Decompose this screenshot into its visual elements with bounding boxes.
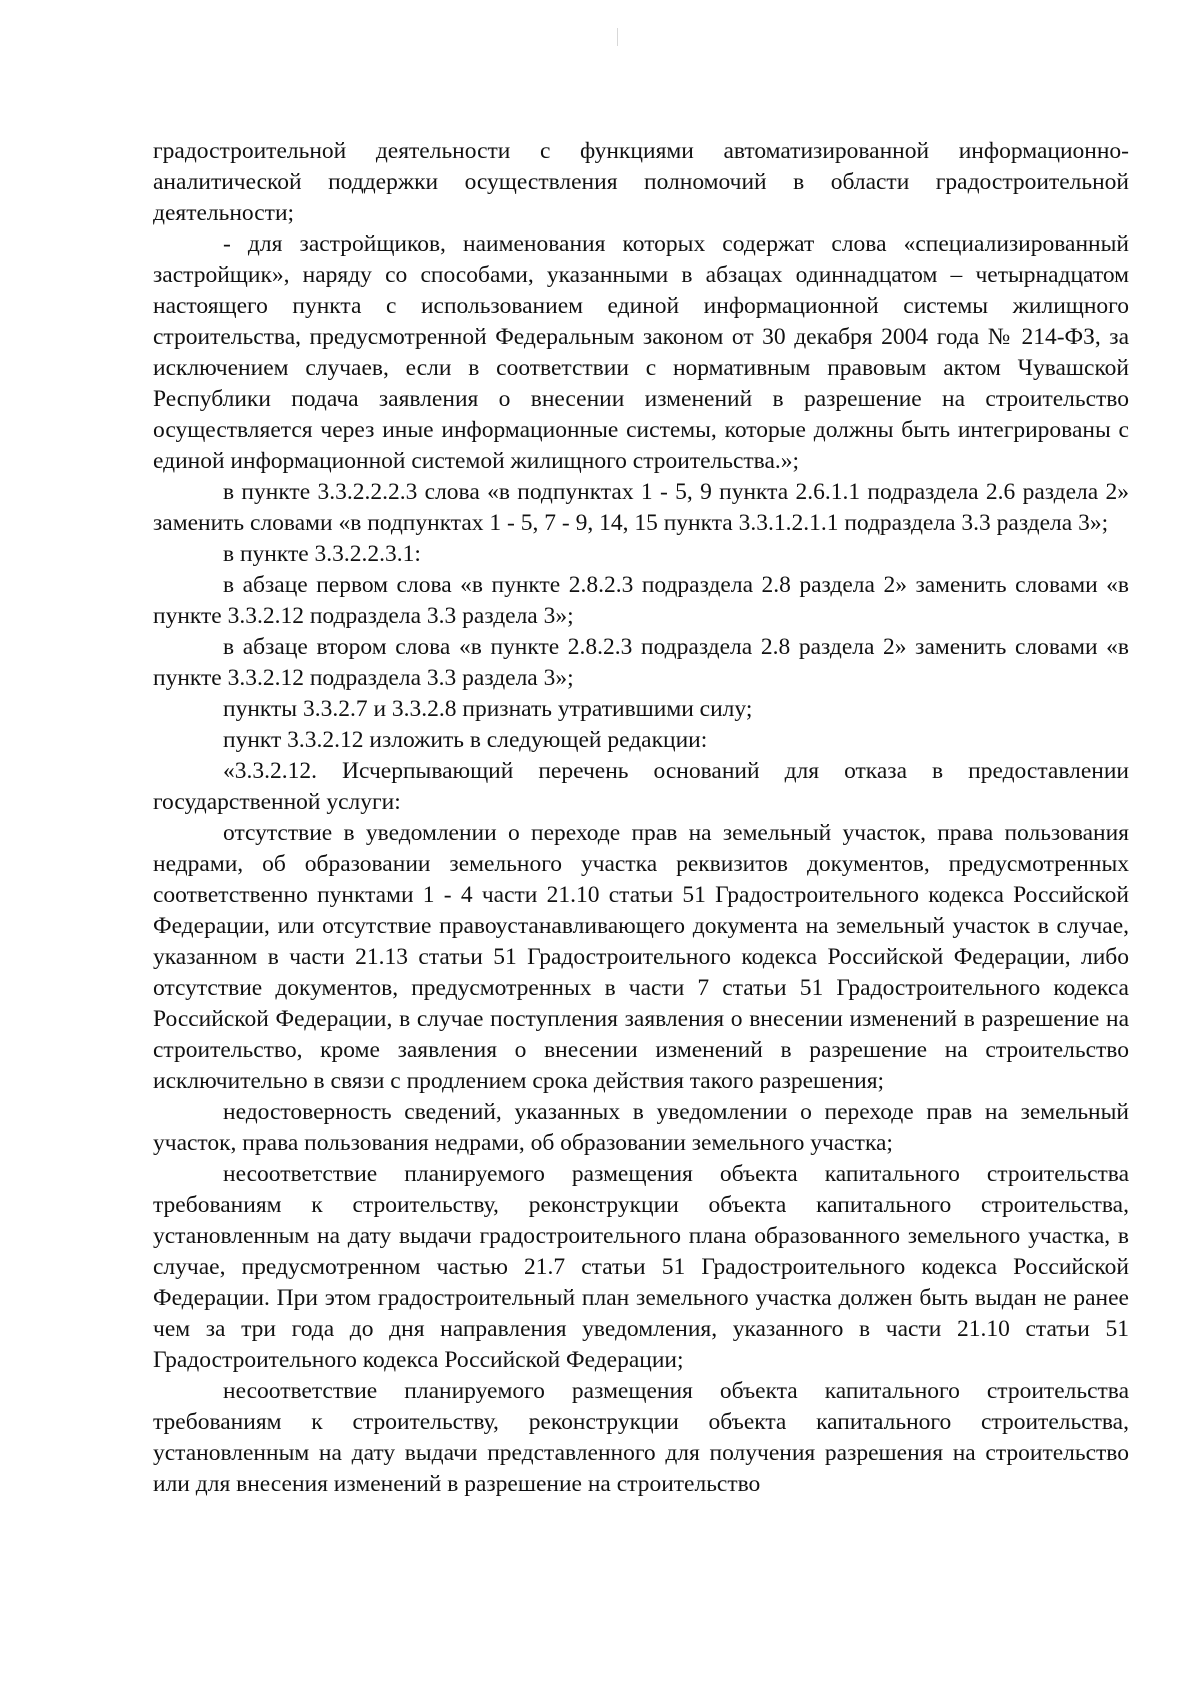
paragraph-continuation: градостроительной деятельности с функциями автоматизированной информационно-аналитической поддержки осуществления полномочий в области градостроительной деятельности; — [153, 138, 1129, 226]
paragraph-item-3-3-2-2-3-1: в пункте 3.3.2.2.3.1: — [223, 541, 421, 567]
paragraph-refusal-ground-1: отсутствие в уведомлении о переходе прав на земельный участок, права пользования недрами, об образовании земельного участка реквизитов документов, предусмотренных соответственно пунктами 1 - 4 части 21.10 статьи 51 Градостроительного кодекса Российской Федерации, или отсутствие правоустанавливающего документа на земельный участок в случае, указанном в части 21.13 статьи 51 Градостроительного кодекса Российской Федерации, либо отсутствие документов, предусмотренных в части 7 статьи 51 Градостроительного кодекса Российской Федерации, в случае поступления заявления о внесении изменений в разрешение на строительство, кроме заявления о внесении изменений в разрешение на строительство исключительно в связи с продлением срока действия такого разрешения; — [153, 820, 1129, 1094]
paragraph-specialized-developer: - для застройщиков, наименования которых содержат слова «специализированный застройщик», наряду со способами, указанными в абзацах одиннадцатом – четырнадцатом настоящего пункта с использованием единой информационной системы жилищного строительства, предусмотренной Федеральным законом от 30 декабря 2004 года № 214-ФЗ, за исключением случаев, если в соответствии с нормативным правовым актом Чувашской Республики подача заявления о внесении изменений в разрешение на строительство осуществляется через иные информационные системы, которые должны быть интегрированы с единой информационной системой жилищного строительства.»; — [153, 231, 1129, 474]
paragraph-second-subparagraph: в абзаце втором слова «в пункте 2.8.2.3 подраздела 2.8 раздела 2» заменить словами «в пункте 3.3.2.12 подраздела 3.3 раздела 3»; — [153, 634, 1129, 691]
paragraph-refusal-ground-4: несоответствие планируемого размещения объекта капитального строительства требованиям к строительству, реконструкции объекта капитального строительства, установленным на дату выдачи представленного для получения разрешения на строительство или для внесения изменений в разрешение на строительство — [153, 1378, 1129, 1497]
paragraph-first-subparagraph: в абзаце первом слова «в пункте 2.8.2.3 подраздела 2.8 раздела 2» заменить словами «в пункте 3.3.2.12 подраздела 3.3 раздела 3»; — [153, 572, 1129, 629]
paragraph-refusal-ground-3: несоответствие планируемого размещения объекта капитального строительства требованиям к строительству, реконструкции объекта капитального строительства, установленным на дату выдачи градостроительного плана образованного земельного участка, в случае, предусмотренном частью 21.7 статьи 51 Градостроительного кодекса Российской Федерации. При этом градостроительный план земельного участка должен быть выдан не ранее чем за три года до дня направления уведомления, указанного в части 21.10 статьи 51 Градостроительного кодекса Российской Федерации; — [153, 1161, 1129, 1373]
paragraph-items-lost-force: пункты 3.3.2.7 и 3.3.2.8 признать утратившими силу; — [223, 696, 753, 722]
paragraph-item-3-3-2-2-2-3: в пункте 3.3.2.2.2.3 слова «в подпунктах 1 - 5, 9 пункта 2.6.1.1 подраздела 2.6 раздела 2» заменить словами «в подпунктах 1 - 5, 7 - 9, 14, 15 пункта 3.3.1.2.1.1 подраздела 3.3 раздела 3»; — [153, 479, 1129, 536]
page-edge-mark — [617, 28, 618, 46]
paragraph-refusal-grounds-heading: «3.3.2.12. Исчерпывающий перечень оснований для отказа в предоставлении государственной услуги: — [153, 758, 1129, 815]
paragraph-item-3-3-2-12-intro: пункт 3.3.2.12 изложить в следующей редакции: — [223, 727, 708, 753]
document-body — [153, 136, 1129, 1500]
paragraph-refusal-ground-2: недостоверность сведений, указанных в уведомлении о переходе прав на земельный участок, права пользования недрами, об образовании земельного участка; — [153, 1099, 1129, 1156]
